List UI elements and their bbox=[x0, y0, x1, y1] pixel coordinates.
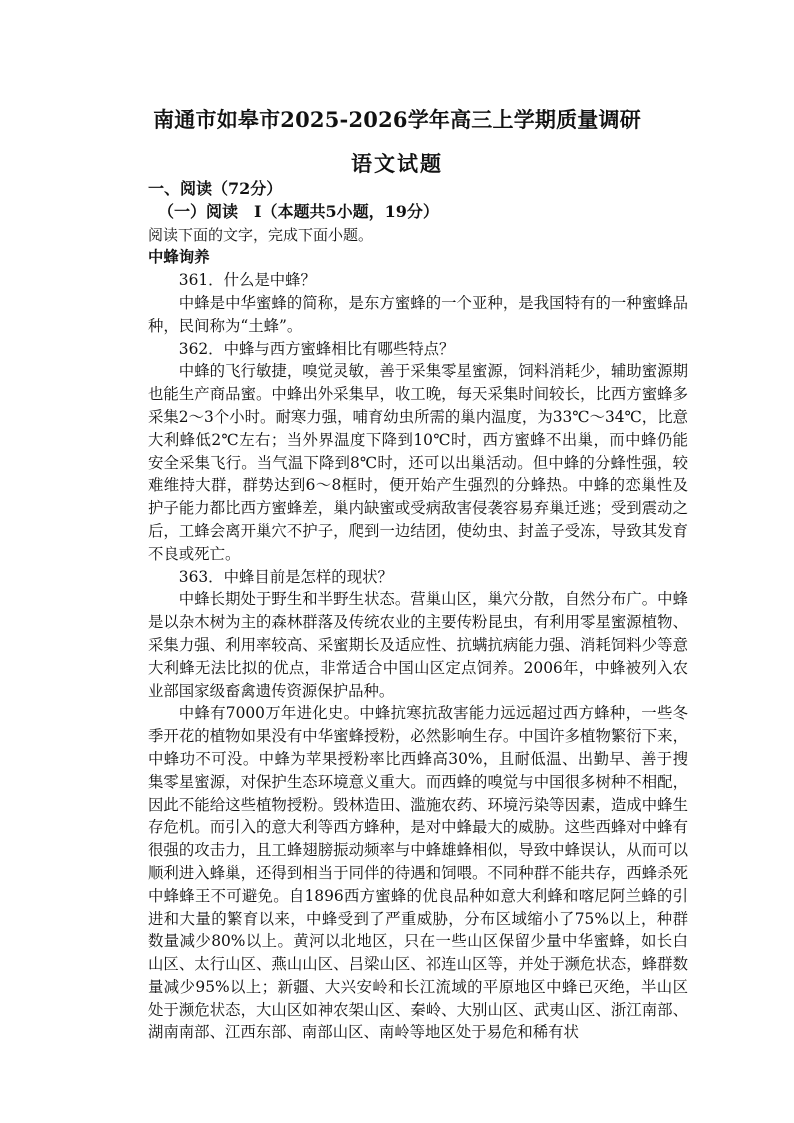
document-subtitle: 语文试题 bbox=[351, 151, 443, 176]
paragraph-362: 中蜂的飞行敏捷，嗅觉灵敏，善于采集零星蜜源，饲料消耗少，辅助蜜源期也能生产商品蜜。中蜂出外采集早，收工晚，每天采集时间较长，比西方蜜蜂多采集2～3个小时。耐寒力强，哺育幼虫所需的巢内温度，为33℃～34℃，比意大利蜂低2℃左右；当外界温度下降到10℃时，西方蜜蜂不出巢，而中蜂仍能安全采集飞行。当气温下降到8℃时，还可以出巢活动。但中蜂的分蜂性强，较难维持大群，群势达到6～8框时，便开始产生强烈的分蜂热。中蜂的恋巢性及护子能力都比西方蜜蜂差，巢内缺蜜或受病敌害侵袭容易弃巢迁逃；受到震动之后，工蜂会离开巢穴不护子，爬到一边结团，使幼虫、封盖子受冻，导致其发育不良或死亡。 bbox=[148, 362, 688, 563]
document-body bbox=[148, 178, 688, 1044]
section-heading: 一、阅读（72分） bbox=[148, 179, 283, 198]
document-title: 南通市如皋市2025-2026学年高三上学期质量调研 bbox=[153, 107, 641, 132]
article-title: 中蜂询养 bbox=[148, 248, 210, 267]
paragraph-363-b: 中蜂有7000万年进化史。中蜂抗寒抗敌害能力远远超过西方蜂种，一些冬季开花的植物如果没有中华蜜蜂授粉，必然影响生存。中国许多植物繁衍下来，中蜂功不可没。中蜂为苹果授粉率比西蜂高30%，且耐低温、出勤早、善于搜集零星蜜源，对保护生态环境意义重大。而西蜂的嗅觉与中国很多树种不相配，因此不能给这些植物授粉。毁林造田、滥施农药、环境污染等因素，造成中蜂生存危机。而引入的意大利等西方蜂种，是对中蜂最大的威胁。这些西蜂对中蜂有很强的攻击力，且工蜂翅膀振动频率与中蜂雄蜂相似，导致中蜂误认，从而可以顺利进入蜂巢，还得到相当于同伴的待遇和饲喂。不同种群不能共存，西蜂杀死中蜂蜂王不可避免。自1896西方蜜蜂的优良品种如意大利蜂和喀尼阿兰蜂的引进和大量的繁育以来，中蜂受到了严重威胁，分布区域缩小了75%以上，种群数量减少80%以上。黄河以北地区，只在一些山区保留少量中华蜜蜂，如长白山区、太行山区、燕山山区、吕梁山区、祁连山区等，并处于濒危状态，蜂群数量减少95%以上；新疆、大兴安岭和长江流域的平原地区中蜂已灭绝，半山区处于濒危状态，大山区如神农架山区、秦岭、大别山区、武夷山区、浙江南部、湖南南部、江西东部、南部山区、南岭等地区处于易危和稀有状 bbox=[148, 704, 688, 1042]
question-363: 363．中蜂目前是怎样的现状？ bbox=[178, 567, 393, 586]
question-362: 362．中蜂与西方蜜蜂相比有哪些特点？ bbox=[178, 339, 455, 358]
instruction-text: 阅读下面的文字，完成下面小题。 bbox=[148, 225, 374, 244]
paragraph-363-a: 中蜂长期处于野生和半野生状态。营巢山区，巢穴分散，自然分布广。中蜂是以杂木树为主的森林群落及传统农业的主要传粉昆虫，有利用零星蜜源植物、采集力强、利用率较高、采蜜期长及适应性、抗螨抗病能力强、消耗饲料少等意大利蜂无法比拟的优点，非常适合中国山区定点饲养。2006年，中蜂被列入农业部国家级畜禽遗传资源保护品种。 bbox=[148, 590, 688, 700]
paragraph-361: 中蜂是中华蜜蜂的简称，是东方蜜蜂的一个亚种，是我国特有的一种蜜蜂品种，民间称为“土蜂”。 bbox=[148, 293, 688, 335]
section-subheading: （一）阅读 Ⅰ（本题共5小题，19分） bbox=[158, 201, 439, 221]
question-361: 361．什么是中蜂？ bbox=[178, 271, 316, 290]
